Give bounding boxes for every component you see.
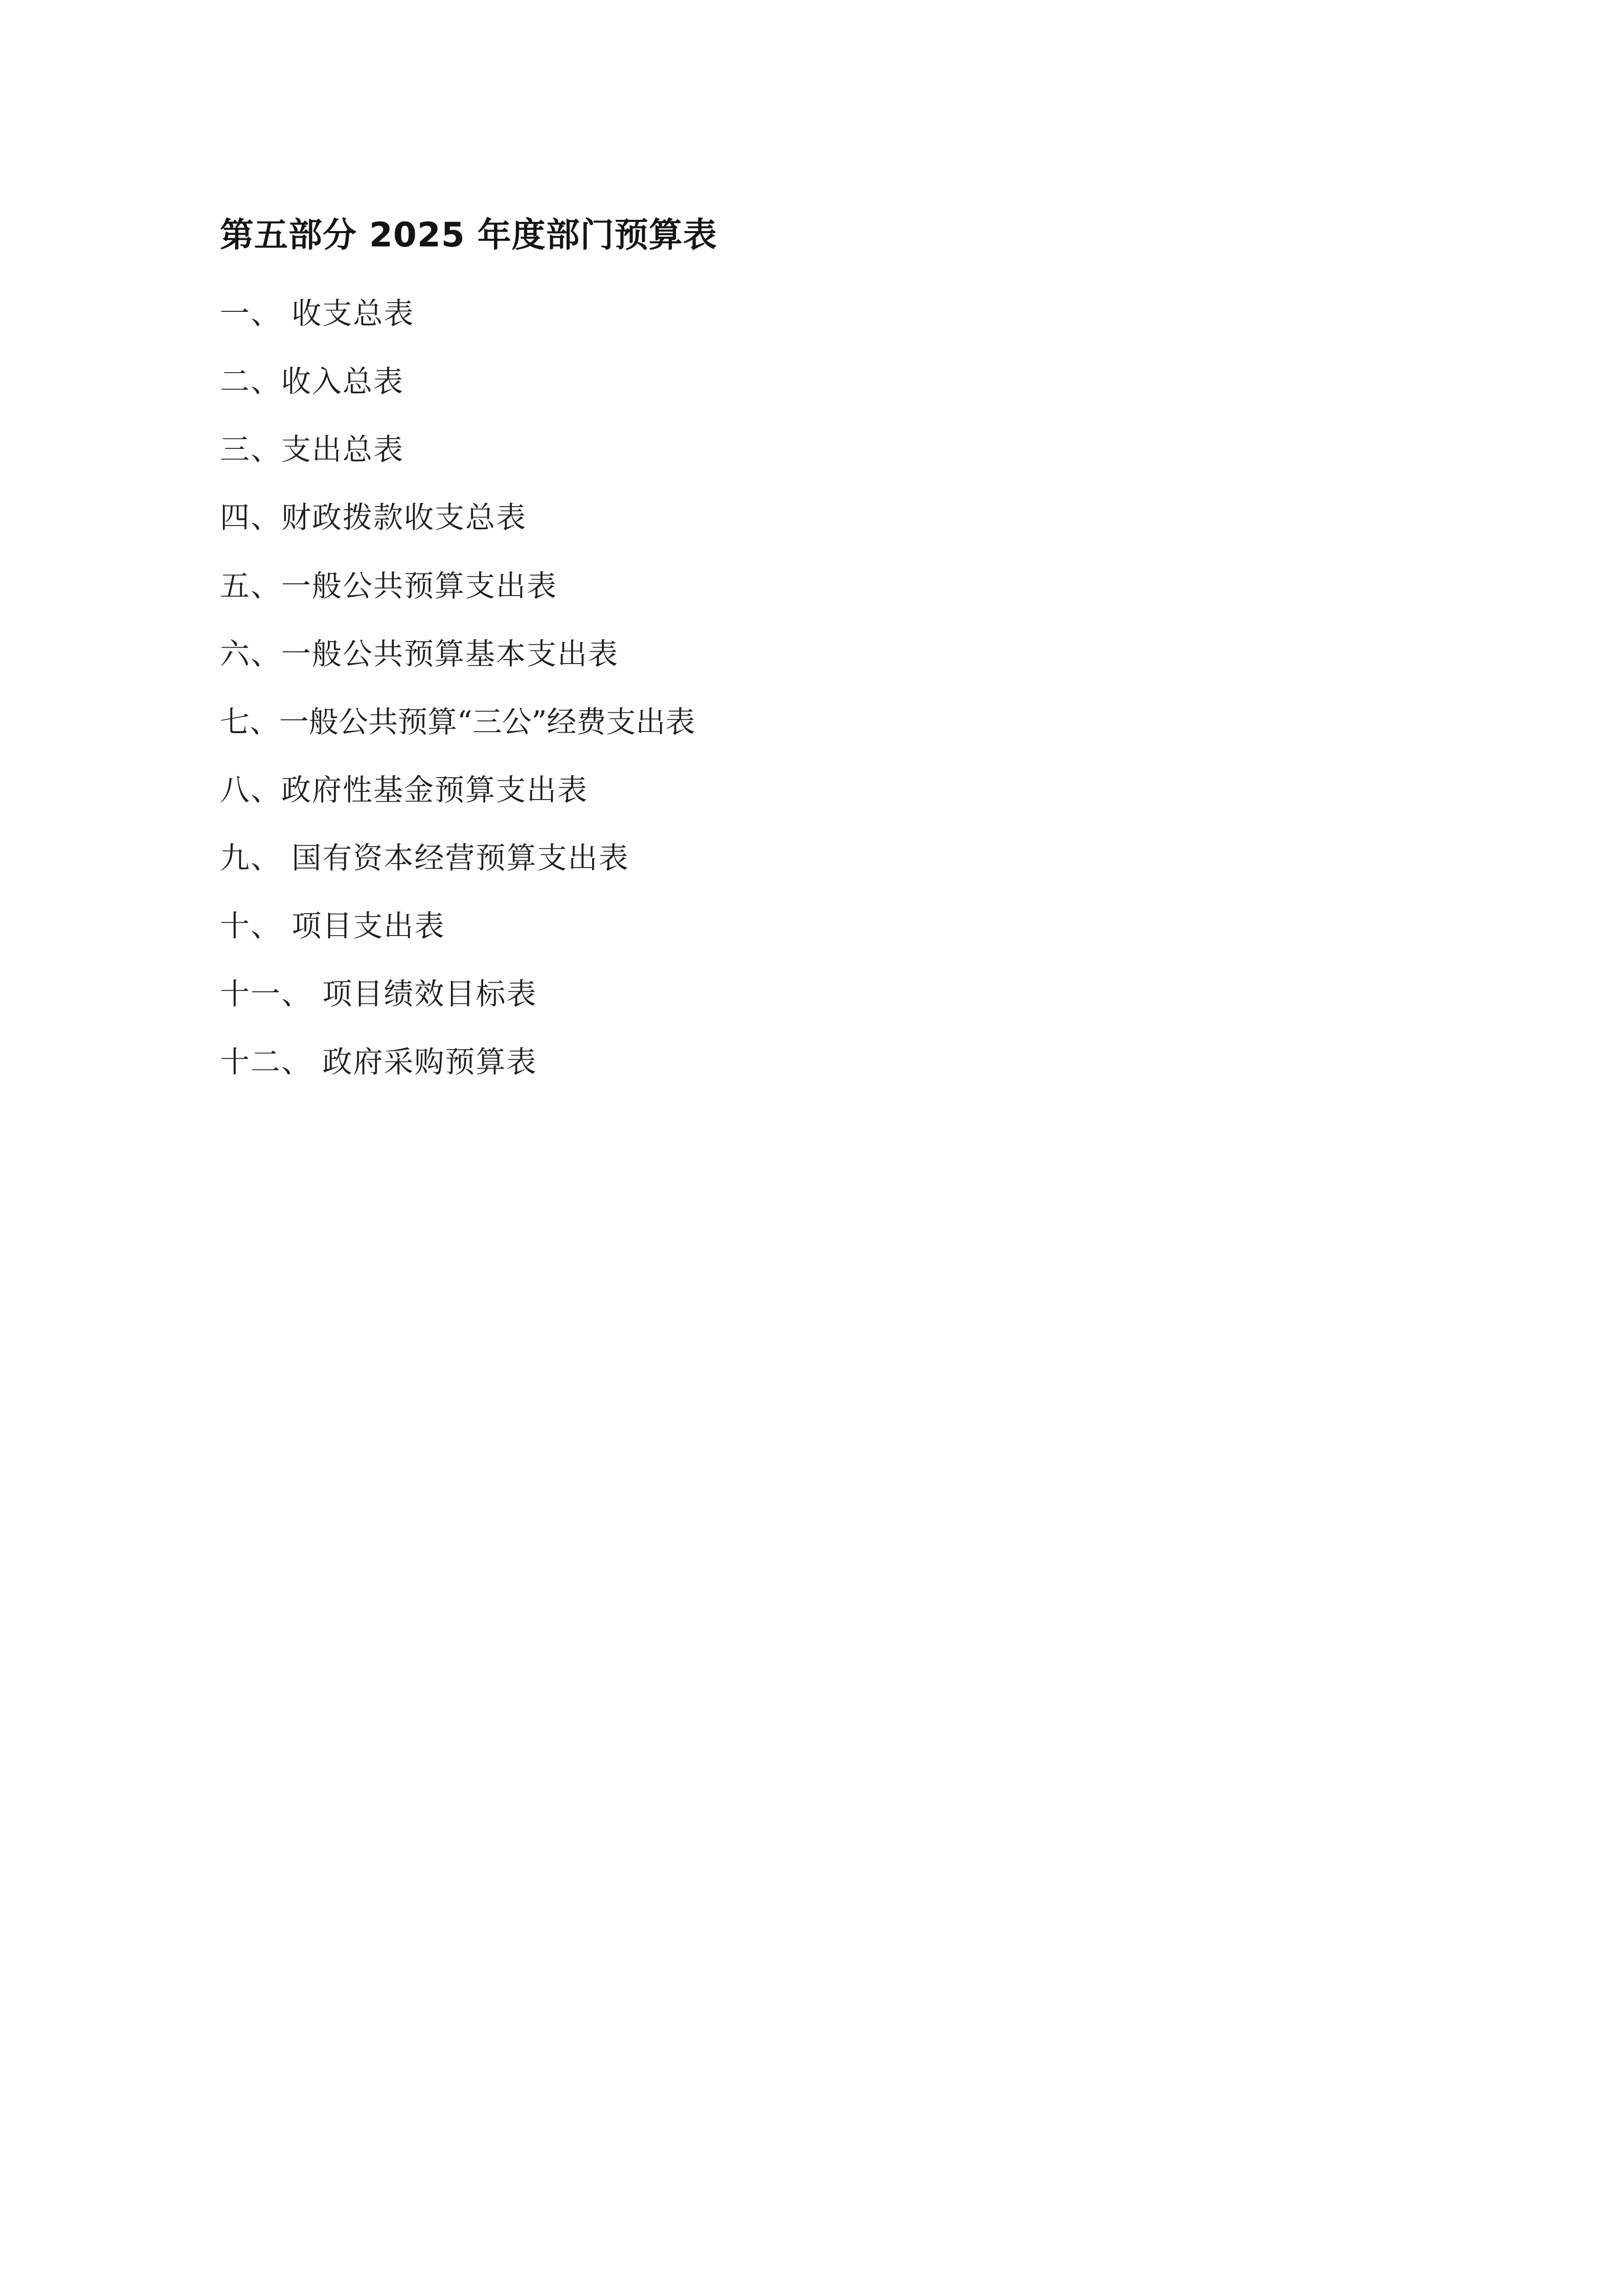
toc-entry[interactable]: 十一、 项目绩效目标表: [220, 976, 537, 1011]
toc-entry[interactable]: 十二、 政府采购预算表: [220, 1044, 537, 1080]
toc-entry[interactable]: 三、支出总表: [220, 432, 404, 467]
toc-entry[interactable]: 八、政府性基金预算支出表: [220, 772, 589, 807]
document-content: [220, 215, 1406, 1111]
toc-entry[interactable]: 九、 国有资本经营预算支出表: [220, 840, 629, 875]
toc-entry[interactable]: 十、 项目支出表: [220, 908, 445, 943]
toc-entry[interactable]: 四、财政拨款收支总表: [220, 500, 527, 535]
toc-entry[interactable]: 七、一般公共预算“三公”经费支出表: [220, 704, 695, 739]
table-of-contents: [220, 295, 1406, 1081]
toc-entry[interactable]: 一、 收支总表: [220, 296, 415, 331]
toc-entry[interactable]: 六、一般公共预算基本支出表: [220, 636, 619, 671]
toc-entry[interactable]: 二、收入总表: [220, 364, 404, 399]
page-title: 第五部分 2025 年度部门预算表: [220, 215, 717, 255]
toc-entry[interactable]: 五、一般公共预算支出表: [220, 568, 558, 603]
